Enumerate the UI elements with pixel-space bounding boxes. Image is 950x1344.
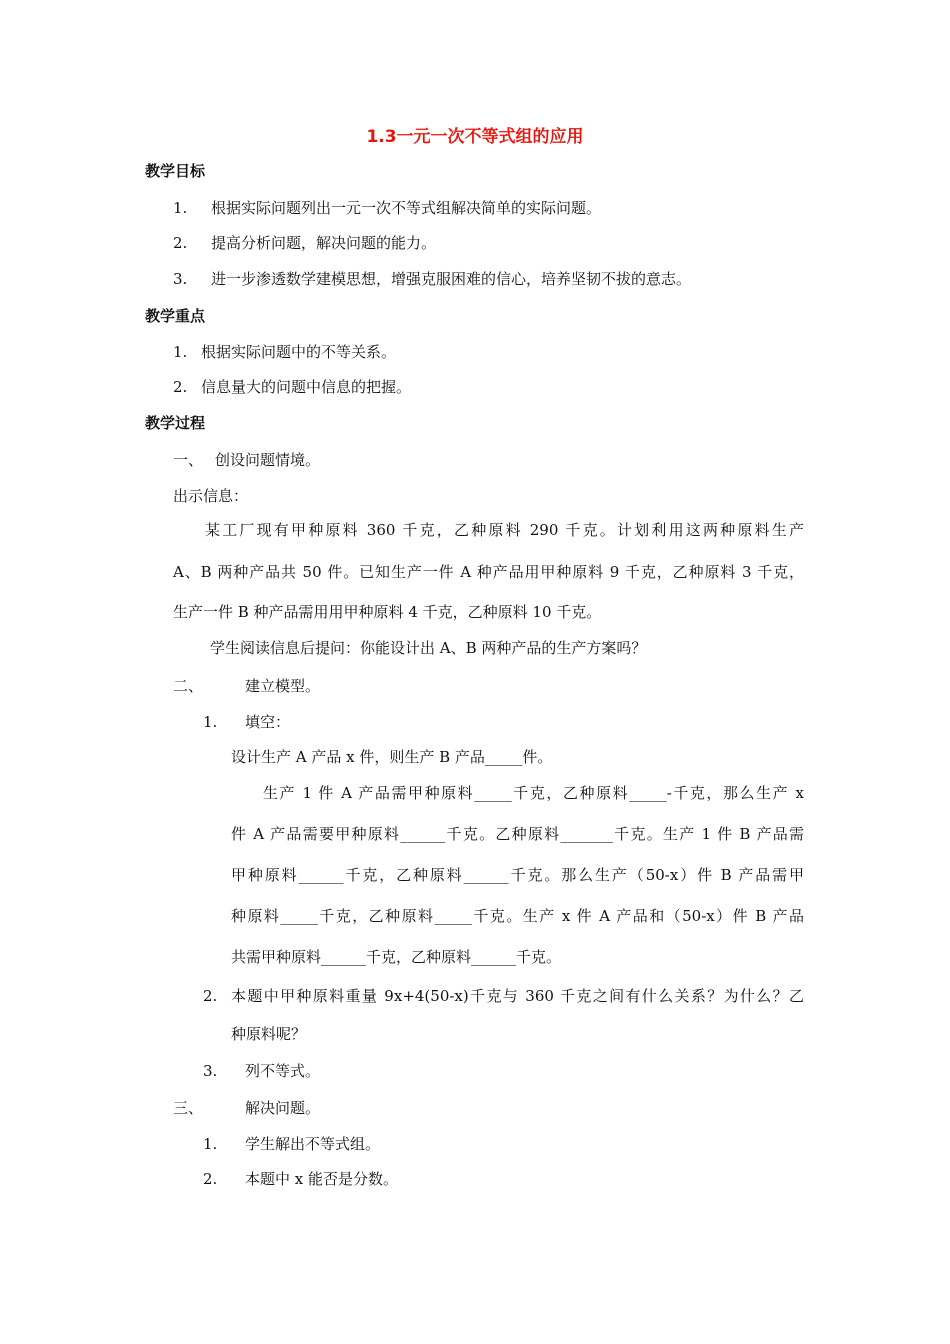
fill-line: 设计生产 A 产品 x 件，则生产 B 产品_____件。 (231, 748, 553, 766)
step-number: 二、 (173, 677, 204, 695)
fill-line: 种原料_____千克，乙种原料_____千克。生产 x 件 A 产品和（50-x）件 B 产品 (231, 907, 804, 925)
sub-item-fill (203, 711, 290, 733)
goal-item-number: 2. (173, 234, 188, 252)
goal-item (173, 232, 436, 254)
sub-item-text-continued: 种原料呢？ (231, 1025, 307, 1043)
key-point-text: 信息量大的问题中信息的把握。 (201, 378, 412, 396)
sub-item-number: 1. (203, 713, 218, 731)
key-point-text: 根据实际问题中的不等关系。 (201, 343, 397, 361)
step-two (173, 675, 320, 697)
solve-item (203, 1133, 380, 1155)
fill-line: 共需甲种原料______千克，乙种原料______千克。 (231, 948, 562, 966)
key-point-item (173, 341, 396, 363)
sub-item-text: 列不等式。 (245, 1062, 321, 1080)
goal-item-number: 3. (173, 270, 188, 288)
info-paragraph-line: 生产一件 B 种产品需用用甲种原料 4 千克，乙种原料 10 千克。 (173, 603, 602, 621)
step-number: 一、 (173, 451, 204, 469)
heading-key-points: 教学重点 (145, 307, 206, 325)
info-paragraph-line: A、B 两种产品共 50 件。已知生产一件 A 种产品用甲种原料 9 千克，乙种原料 3 千克， (173, 563, 804, 581)
solve-item (203, 1168, 398, 1190)
goal-item-text: 根据实际问题列出一元一次不等式组解决简单的实际问题。 (211, 199, 602, 217)
step-text: 创设问题情境。 (215, 451, 321, 469)
solve-item-text: 本题中 x 能否是分数。 (245, 1170, 398, 1188)
goal-item-text: 进一步渗透数学建模思想，增强克服困难的信心，培养坚韧不拔的意志。 (211, 270, 692, 288)
step-text: 解决问题。 (245, 1099, 321, 1117)
show-info-label: 出示信息： (173, 487, 249, 505)
heading-goals: 教学目标 (145, 162, 206, 180)
key-point-number: 1. (173, 343, 188, 361)
solve-item-number: 1. (203, 1135, 218, 1153)
sub-item-inequality (203, 1060, 320, 1082)
student-question: 学生阅读信息后提问：你能设计出 A、B 两种产品的生产方案吗？ (210, 639, 647, 657)
sub-item-number: 2. (203, 987, 218, 1005)
solve-item-text: 学生解出不等式组。 (245, 1135, 381, 1153)
step-one (173, 449, 320, 471)
goal-item-number: 1. (173, 199, 188, 217)
fill-line: 甲种原料______千克，乙种原料______千克。那么生产（50-x）件 B 产品需甲 (231, 866, 804, 884)
sub-item-text: 填空： (245, 713, 291, 731)
info-paragraph-line: 某工厂现有甲种原料 360 千克，乙种原料 290 千克。计划利用这两种原料生产 (205, 521, 804, 539)
step-three (173, 1097, 320, 1119)
step-text: 建立模型。 (245, 677, 321, 695)
sub-item-text: 本题中甲种原料重量 9x+4(50-x)千克与 360 千克之间有什么关系？为什么？乙 (231, 987, 804, 1005)
goal-item (173, 268, 691, 290)
document-title: 1.3一元一次不等式组的应用 (366, 127, 584, 147)
heading-process: 教学过程 (145, 414, 206, 432)
fill-line: 件 A 产品需要甲种原料______千克。乙种原料_______千克。生产 1 件 B 产品需 (231, 825, 804, 843)
goal-item (173, 197, 601, 219)
key-point-number: 2. (173, 378, 188, 396)
step-number: 三、 (173, 1099, 204, 1117)
sub-item-number: 3. (203, 1062, 218, 1080)
fill-line: 生产 1 件 A 产品需甲种原料_____千克，乙种原料_____-千克，那么生产 x (263, 784, 804, 802)
goal-item-text: 提高分析问题，解决问题的能力。 (211, 234, 437, 252)
sub-item-relation (203, 985, 804, 1007)
solve-item-number: 2. (203, 1170, 218, 1188)
key-point-item (173, 376, 411, 398)
